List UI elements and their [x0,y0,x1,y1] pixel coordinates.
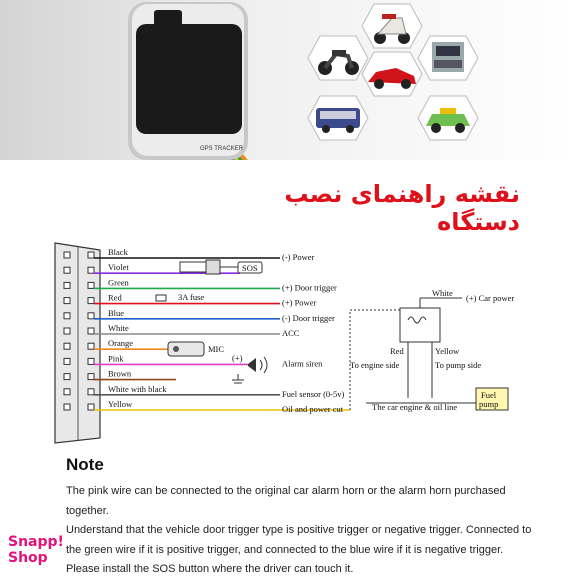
fuse-label: 3A fuse [178,292,205,302]
wire-function: (-) Door trigger [282,312,335,323]
wire-name: White [108,323,129,333]
connector-pin [64,267,70,273]
motorcycle-icon [308,36,368,80]
connector-pin [88,298,94,304]
device-brand-label: GPS TRACKER [200,146,243,152]
relay-white-label: White [432,288,453,298]
connector-pin [64,298,70,304]
wire-function: Alarm siren [282,358,323,369]
wire-function: (+) Door trigger [282,282,337,293]
wire-name: Blue [108,307,125,318]
connector-pin [64,252,70,258]
snapp-shop-watermark [8,534,64,566]
sos-button-symbol [180,260,262,274]
sos-label: SOS [242,263,258,273]
wire-name: Red [108,292,122,303]
bus-icon [308,96,368,140]
connector-pin [88,328,94,334]
connector-pin [88,313,94,319]
pump-label: pump [479,399,499,409]
note-title: Note [66,455,104,474]
note-line-1: The pink wire can be connected to the original car alarm horn or the alarm horn purchased together. [66,485,506,517]
truck-icon [418,36,478,80]
scooter-icon [362,4,422,48]
connector-pin [64,282,70,288]
siren-plus-label: (+) [232,353,243,363]
wire-function: (+) Power [282,297,317,308]
wire-name: Pink [108,353,124,364]
note-line-3: Please install the SOS button where the driver can touch it. [66,563,354,575]
fuel-label: Fuel [481,390,497,400]
connector-pin [88,389,94,395]
watermark-line-2: Shop [8,550,48,566]
wire-name: Orange [108,338,134,349]
note-line-2: Understand that the vehicle door trigger type is positive trigger or negative trigger. Connected to the green wire if it is positive trigger, and connected to the blue wire if it is negative trigger. [66,524,532,556]
pump-side-label: To pump side [435,360,482,370]
wire-function: ACC [282,328,300,338]
page-title: نقشه راهنمای نصب دستگاه [284,180,520,236]
wire-name: Yellow [108,399,133,409]
wire-name: Green [108,277,129,288]
relay-circuit [350,288,514,412]
connector-pin [88,267,94,273]
connector-pin [64,404,70,410]
oil-line-label: The car engine & oil line [372,402,458,412]
watermark-line-1: Snapp! [8,534,64,550]
wire-function: Fuel sensor (0-5v) [282,388,345,399]
connector-pin [64,358,70,364]
wire-name: Violet [108,262,129,273]
siren-symbol [232,353,267,383]
connector-pin [64,328,70,334]
connector-pin [88,282,94,288]
wire-function: Oil and power cut [282,404,344,414]
taxi-icon [418,96,478,140]
wire-name: White with black [108,383,167,394]
connector-pin [88,358,94,364]
note-body [66,482,546,580]
engine-side-label: To engine side [350,360,400,370]
wire-name: Black [108,247,128,257]
relay-yellow-label: Yellow [435,346,460,356]
wire-name: Brown [108,368,132,379]
connector-pin [64,343,70,349]
mic-symbol [168,342,224,356]
relay-red-label: Red [390,346,404,356]
product-photo-area [0,0,576,160]
wiring-diagram [0,238,576,448]
connector-pin [64,389,70,395]
connector-pin [88,252,94,258]
wire-function: (-) Power [282,252,315,262]
sports-car-icon [362,52,422,96]
mic-label: MIC [208,344,225,354]
connector-pin [64,374,70,380]
connector-pin [88,374,94,380]
fuse-symbol [156,292,204,302]
connector-pin [88,343,94,349]
connector-pin [88,404,94,410]
connector-pin [64,313,70,319]
car-power-label: (+) Car power [466,293,515,303]
vehicle-grid [296,0,576,160]
